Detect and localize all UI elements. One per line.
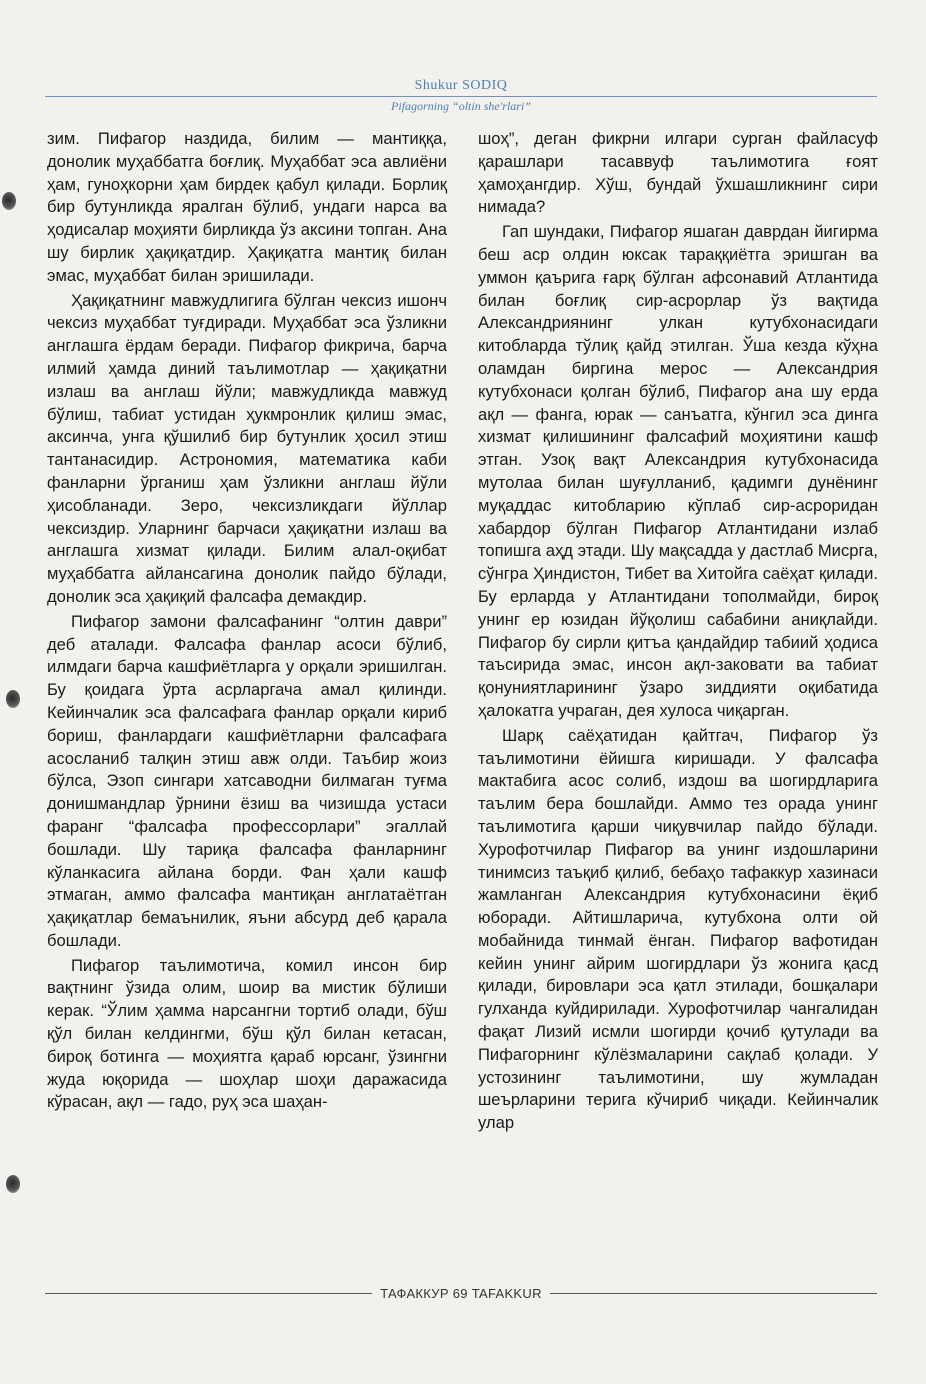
left-column [47,128,447,1114]
right-column [478,128,878,1135]
running-head-subtitle: Pifagorning “oltin she'rlari” [391,99,531,113]
binding-hole-top [2,192,16,210]
binding-hole-bottom [6,1175,20,1193]
paragraph: Ҳақиқатнинг мавжудлигига бўлган чексиз ишонч чексиз муҳаббат туғдиради. Муҳаббат эса ўзликни англашга ёрдам беради. Пифагор фикрича, барча илмий ҳамда диний таълимотлар — ҳақиқатни излаш ва англаш йўли; мавжудликда мавжуд бўлиш, табиат устидан ҳукмронлик қилиш эмас, аксинча, унга қўшилиб бир бутунлик ҳосил этиш тантанасидир. Астрономия, математика каби фанларни ўрганиш ҳам ўзликни англаш йўли ҳисобланади. Зеро, чексизликдаги йўллар чексиздир. Уларнинг барчаси ҳақиқатни излаш ва англашга хизмат қилади. Билим алал-оқибат муҳаббатга айлансагина донолик пайдо бўлади, донолик эса ҳақиқий фалсафа демакдир. [47,290,447,606]
footer-page-label: ТАФАККУР 69 TAFAKKUR [380,1285,542,1301]
running-head [45,78,877,113]
running-head-rule [45,96,877,97]
running-head-author: Shukur SODIQ [414,78,508,93]
footer-rule-right [550,1293,877,1294]
binding-hole-middle [6,690,20,708]
paragraph: Пифагор замони фалсафанинг “олтин даври” деб аталади. Фалсафа фанлар асоси бўлиб, илмдаги барча кашфиётларга у орқали эришилган. Бу қоидага ўрта асрларгача амал қилинди. Кейинчалик эса фалсафага фанлар орқали кириб бориш, фанлардаги кашфиётларни фалсафага асосланиб талқин этиш авж олди. Таъбир жоиз бўлса, Эзоп сингари хатсаводни билмаган туғма донишмандлар ўрнини ёзиш ва чизишда устаси фаранг “фалсафа профессорлари” эгаллай бошлади. Шу тариқа фалсафа фанларнинг кўланкасига айлана борди. Фан ҳали кашф этмаган, аммо фалсафа мантиқан англатаётган ҳақиқатлар бемаънилик, яъни абсурд деб қарала бошлади. [47,611,447,950]
paragraph: Гап шундаки, Пифагор яшаган даврдан йигирма беш аср олдин юксак тараққиётга эришган ва уммон қаърига ғарқ бўлган афсонавий Атлантида билан боғлиқ сир-асрорлар ўз вақтида Александриянинг улкан кутубхонасидаги китобларда тўлиқ қайд этилган. Ўша кезда кўҳна оламдан биргина мерос — Александрия кутубхонаси қолган бўлиб, Пифагор ана шу ерда ақл — фанга, юрак — санъатга, кўнгил эса динга хизмат қилишининг фалсафий моҳиятини кашф этган. Узоқ вақт Александрия кутубхонасида мутолаа билан шуғулланиб, қадимги дунёнинг муқаддас китобларию кўплаб сир-асроридан хабардор бўлган Пифагор Атлантидани излаб топишга аҳд этади. Шу мақсадда у дастлаб Мисрга, сўнгра Ҳиндистон, Тибет ва Хитойга саёҳат қилади. Бу ерларда у Атлантидани тополмайди, бироқ унинг ер юзидан йўқолиш сабабини аниқлайди. Пифагор бу сирли қитъа қандайдир табиий ҳодиса таъсирида эмас, инсон ақл-заковати ва табиат қонуниятларининг ўзаро зиддияти оқибатида ҳалокатга учраган, дея хулоса чиқарган. [478,222,878,720]
footer-rule-left [45,1293,372,1294]
paragraph: Шарқ саёҳатидан қайтгач, Пифагор ўз таълимотини ёйишга киришади. У фалсафа мактабига асос солиб, издош ва шогирдларига таълим бера бошлайди. Аммо тез орада унинг таълимотига қарши чиқувчилар пайдо бўлади. Хурофотчилар Пифагор ва унинг издошларини тинимсиз таъқиб қилиб, бебаҳо тафаккур хазинаси жамланган Александрия кутубхонасини ёқиб юборади. Айтишларича, кутубхона олти ой мобайнида тинмай ёнган. Пифагор вафотидан кейин унинг айрим шогирдлари ўз жонига қасд қилади, бировлари эса қатл этилади, бошқалари гулханда куйдирилади. Хурофотчилар чангалидан фақат Лизий исмли шогирди қочиб қутулади ва Пифагорнинг кўлёзмаларини сақлаб қолади. У устозининг таълимотини, шу жумладан шеърларини терига кўчириб чиқади. Кейинчалик улар [478,725,878,1133]
paragraph: шоҳ”, деган фикрни илгари сурган файласуф қарашлари тасаввуф таълимотига ғоят ҳамоҳангдир. Хўш, бундай ўхшашликнинг сири нимада? [478,129,878,217]
paragraph: Пифагор таълимотича, комил инсон бир вақтнинг ўзида олим, шоир ва мистик бўлиши керак. “Ўлим ҳамма нарсангни тортиб олади, бўш қўл билан келдингми, бўш қўл билан кетасан, бироқ ботинга — моҳиятга қараб юрсанг, ўзингни жуда юқорида — шоҳлар шоҳи даражасида кўрасан, ақл — гадо, руҳ эса шаҳан- [47,955,447,1112]
paragraph: зим. Пифагор наздида, билим — мантиққа, донолик муҳаббатга боғлиқ. Муҳаббат эса авлиёни ҳам, гуноҳкорни ҳам бирдек қабул қилади. Борлиқ бир бутунликда яралган бўлиб, ундаги нарса ва ҳодисалар моҳияти бирликда ўз аксини топган. Ана шу бирлик ҳақиқатдир. Ҳақиқатга мантиқ билан эмас, муҳаббат билан эришилади. [47,129,447,285]
page-footer [45,1283,877,1303]
